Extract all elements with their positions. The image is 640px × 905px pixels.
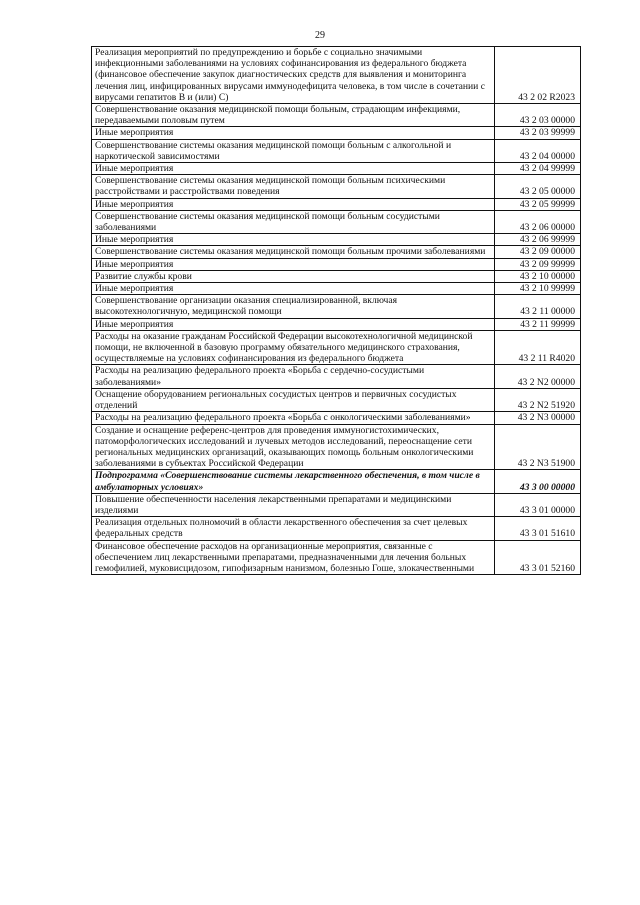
table-row	[92, 139, 581, 162]
table-row	[92, 540, 581, 575]
table-row	[92, 127, 581, 139]
expense-name-cell: Создание и оснащение референс-центров для проведения иммуногистохимических, патоморфологических исследований и лучевых методов исследований, переоснащение сети региональных медицинских организаций, оказывающих помощь больным онкологическими заболеваниями в субъектах Российской Федерации	[92, 424, 495, 470]
target-code-cell: 43 2 06 99999	[495, 234, 581, 246]
expense-name-cell: Реализация мероприятий по предупреждению и борьбе с социально значимыми инфекционными заболеваниями на условиях софинансирования из федерального бюджета (финансовое обеспечение закупок диагностических средств для выявления и мониторинга лечения лиц, инфицированных вирусами иммунодефицита человека, в том числе в сочетании с вирусами гепатитов В и (или) С)	[92, 47, 495, 104]
table-row	[92, 104, 581, 127]
target-code-cell: 43 3 00 00000	[495, 470, 581, 493]
expense-name-cell: Совершенствование оказания медицинской помощи больным, страдающим инфекциями, передаваемыми половым путем	[92, 104, 495, 127]
target-code-cell: 43 2 N3 51900	[495, 424, 581, 470]
table-row	[92, 412, 581, 424]
target-code-cell: 43 2 09 99999	[495, 258, 581, 270]
table-row	[92, 163, 581, 175]
table-row	[92, 234, 581, 246]
table-row	[92, 258, 581, 270]
table-row	[92, 175, 581, 198]
target-code-cell: 43 2 03 00000	[495, 104, 581, 127]
expense-name-cell: Совершенствование системы оказания медицинской помощи больным прочими заболеваниями	[92, 246, 495, 258]
expense-name-cell: Развитие службы крови	[92, 270, 495, 282]
expense-name-cell: Расходы на оказание гражданам Российской Федерации высокотехнологичной медицинской помощи, не включенной в базовую программу обязательного медицинского страхования, осуществляемые на условиях софинансирования из федерального бюджета	[92, 330, 495, 365]
table-row	[92, 517, 581, 540]
table-row	[92, 388, 581, 411]
target-code-cell: 43 2 N2 00000	[495, 365, 581, 388]
expense-name-cell: Иные мероприятия	[92, 198, 495, 210]
target-code-cell: 43 2 11 00000	[495, 295, 581, 318]
table-row	[92, 330, 581, 365]
target-code-cell: 43 3 01 00000	[495, 493, 581, 516]
target-code-cell: 43 2 11 R4020	[495, 330, 581, 365]
expense-name-cell: Реализация отдельных полномочий в области лекарственного обеспечения за счет целевых федеральных средств	[92, 517, 495, 540]
expense-name-cell: Подпрограмма «Совершенствование системы лекарственного обеспечения, в том числе в амбулаторных условиях»	[92, 470, 495, 493]
expense-name-cell: Оснащение оборудованием региональных сосудистых центров и первичных сосудистых отделений	[92, 388, 495, 411]
expense-name-cell: Иные мероприятия	[92, 283, 495, 295]
table-row	[92, 283, 581, 295]
expense-name-cell: Иные мероприятия	[92, 127, 495, 139]
target-code-cell: 43 2 09 00000	[495, 246, 581, 258]
target-code-cell: 43 2 11 99999	[495, 318, 581, 330]
table-row	[92, 246, 581, 258]
target-code-cell: 43 2 03 99999	[495, 127, 581, 139]
target-code-cell: 43 2 02 R2023	[495, 47, 581, 104]
target-code-cell: 43 2 05 00000	[495, 175, 581, 198]
table-row	[92, 318, 581, 330]
table-row	[92, 198, 581, 210]
expense-name-cell: Совершенствование системы оказания медицинской помощи больным психическими расстройствами и расстройствами поведения	[92, 175, 495, 198]
expense-name-cell: Совершенствование организации оказания специализированной, включая высокотехнологичную, медицинской помощи	[92, 295, 495, 318]
table-row	[92, 493, 581, 516]
target-code-cell: 43 2 05 99999	[495, 198, 581, 210]
target-code-cell: 43 3 01 51610	[495, 517, 581, 540]
expense-name-cell: Повышение обеспеченности населения лекарственными препаратами и медицинскими изделиями	[92, 493, 495, 516]
budget-classification-table	[91, 46, 581, 575]
expense-name-cell: Совершенствование системы оказания медицинской помощи больным с алкогольной и наркотической зависимостями	[92, 139, 495, 162]
table-row	[92, 365, 581, 388]
table-row	[92, 295, 581, 318]
target-code-cell: 43 2 10 99999	[495, 283, 581, 295]
expense-name-cell: Иные мероприятия	[92, 163, 495, 175]
expense-name-cell: Иные мероприятия	[92, 234, 495, 246]
expense-name-cell: Расходы на реализацию федерального проекта «Борьба с сердечно-сосудистыми заболеваниями»	[92, 365, 495, 388]
table-row	[92, 210, 581, 233]
target-code-cell: 43 2 10 00000	[495, 270, 581, 282]
target-code-cell: 43 2 06 00000	[495, 210, 581, 233]
expense-name-cell: Совершенствование системы оказания медицинской помощи больным сосудистыми заболеваниями	[92, 210, 495, 233]
expense-name-cell: Иные мероприятия	[92, 258, 495, 270]
target-code-cell: 43 3 01 52160	[495, 540, 581, 575]
target-code-cell: 43 2 04 00000	[495, 139, 581, 162]
table-body	[92, 47, 581, 575]
table-row	[92, 47, 581, 104]
expense-name-cell: Финансовое обеспечение расходов на организационные мероприятия, связанные с обеспечением лиц лекарственными препаратами, предназначенными для лечения больных гемофилией, муковисцидозом, гипофизарным нанизмом, болезнью Гоше, злокачественными	[92, 540, 495, 575]
expense-name-cell: Иные мероприятия	[92, 318, 495, 330]
expense-name-cell: Расходы на реализацию федерального проекта «Борьба с онкологическими заболеваниями»	[92, 412, 495, 424]
subprogram-row	[92, 470, 581, 493]
target-code-cell: 43 2 N2 51920	[495, 388, 581, 411]
table-row	[92, 424, 581, 470]
table-row	[92, 270, 581, 282]
target-code-cell: 43 2 N3 00000	[495, 412, 581, 424]
page-number: 29	[315, 30, 325, 41]
target-code-cell: 43 2 04 99999	[495, 163, 581, 175]
